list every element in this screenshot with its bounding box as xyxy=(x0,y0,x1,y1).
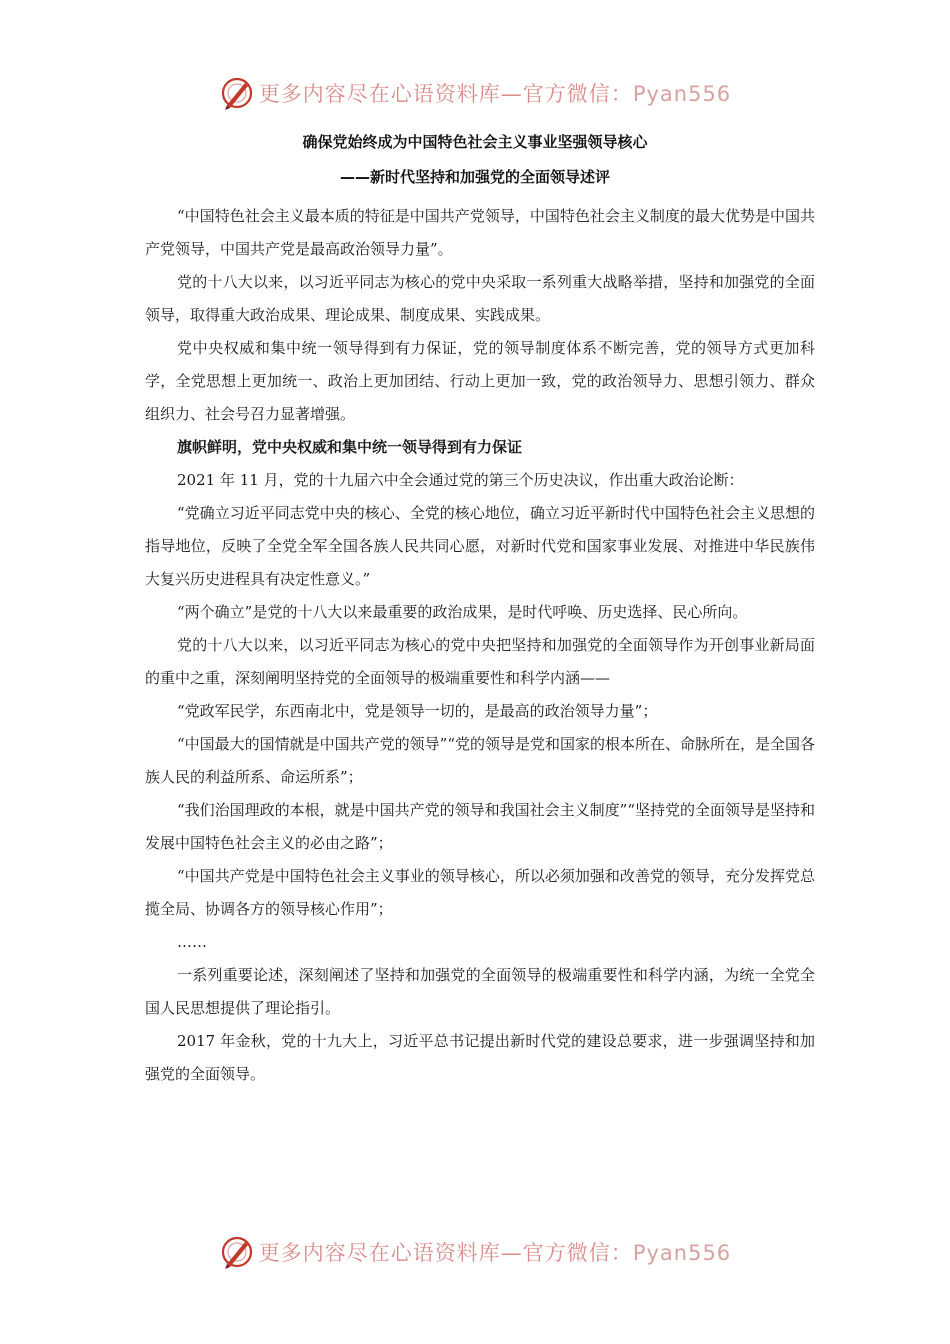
paragraph: “两个确立”是党的十八大以来最重要的政治成果，是时代呼唤、历史选择、民心所向。 xyxy=(177,603,748,621)
paragraph: 党的十八大以来，以习近平同志为核心的党中央采取一系列重大战略举措，坚持和加强党的全面领导，取得重大政治成果、理论成果、制度成果、实践成果。 xyxy=(145,273,815,324)
paragraph: 2021 年 11 月，党的十九届六中全会通过党的第三个历史决议，作出重大政治论断： xyxy=(177,471,744,489)
header-banner-label: 更多内容尽在心语资料库—官方微信： xyxy=(258,82,633,106)
pen-logo-icon xyxy=(219,1234,255,1270)
header-banner-text xyxy=(259,78,731,108)
header-banner xyxy=(0,73,950,113)
paragraph: “中国共产党是中国特色社会主义事业的领导核心，所以必须加强和改善党的领导，充分发挥党总揽全局、协调各方的领导核心作用”； xyxy=(145,867,815,918)
paragraph: 党中央权威和集中统一领导得到有力保证，党的领导制度体系不断完善，党的领导方式更加科学，全党思想上更加统一、政治上更加团结、行动上更加一致，党的政治领导力、思想引领力、群众组织力、社会号召力显著增强。 xyxy=(145,339,815,423)
footer-wechat-handle: Pyan556 xyxy=(632,1241,732,1265)
paragraph: 2017 年金秋，党的十九大上，习近平总书记提出新时代党的建设总要求，进一步强调坚持和加强党的全面领导。 xyxy=(145,1032,815,1083)
footer-banner-text xyxy=(259,1237,731,1267)
paragraph: “中国特色社会主义最本质的特征是中国共产党领导，中国特色社会主义制度的最大优势是中国共产党领导，中国共产党是最高政治领导力量”。 xyxy=(145,207,815,258)
article-subtitle: ——新时代坚持和加强党的全面领导述评 xyxy=(339,168,610,186)
paragraph: “我们治国理政的本根，就是中国共产党的领导和我国社会主义制度”“坚持党的全面领导是坚持和发展中国特色社会主义的必由之路”； xyxy=(145,801,816,852)
paragraph: “党确立习近平同志党中央的核心、全党的核心地位，确立习近平新时代中国特色社会主义思想的指导地位，反映了全党全军全国各族人民共同心愿，对新时代党和国家事业发展、对推进中华民族伟大复兴历史进程具有决定性意义。” xyxy=(145,504,815,588)
footer-banner xyxy=(0,1232,950,1272)
paragraph: “党政军民学，东西南北中，党是领导一切的，是最高的政治领导力量”； xyxy=(177,702,658,720)
paragraph: 党的十八大以来，以习近平同志为核心的党中央把坚持和加强党的全面领导作为开创事业新局面的重中之重，深刻阐明坚持党的全面领导的极端重要性和科学内涵—— xyxy=(145,636,815,687)
section-heading: 旗帜鲜明，党中央权威和集中统一领导得到有力保证 xyxy=(177,438,523,456)
pen-logo-icon xyxy=(219,75,255,111)
ellipsis: …… xyxy=(177,933,207,951)
article-title: 确保党始终成为中国特色社会主义事业坚强领导核心 xyxy=(302,133,648,151)
article-body xyxy=(145,200,815,1091)
paragraph: “中国最大的国情就是中国共产党的领导”“党的领导是党和国家的根本所在、命脉所在，是全国各族人民的利益所系、命运所系”； xyxy=(145,735,816,786)
footer-banner-label: 更多内容尽在心语资料库—官方微信： xyxy=(258,1241,633,1265)
paragraph: 一系列重要论述，深刻阐述了坚持和加强党的全面领导的极端重要性和科学内涵，为统一全党全国人民思想提供了理论指引。 xyxy=(145,966,815,1017)
header-wechat-handle: Pyan556 xyxy=(632,82,732,106)
